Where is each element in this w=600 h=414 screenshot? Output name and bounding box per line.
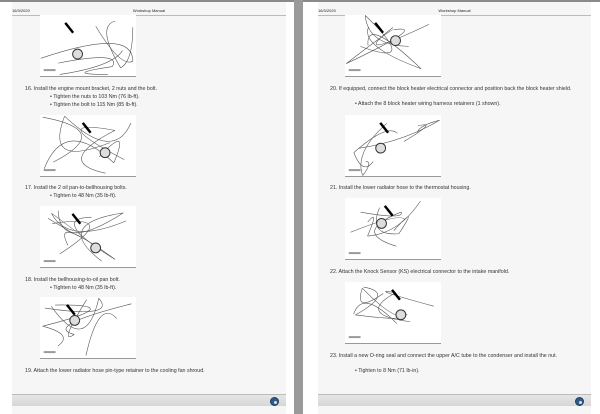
step-23: 23. Install a new O-ring seal and connect the upper A/C tube to the condenser and install the nut. bbox=[330, 353, 558, 359]
left-page bbox=[12, 2, 286, 414]
illustration-oil-pan bbox=[40, 206, 136, 268]
page-divider bbox=[294, 0, 303, 414]
step-18-bullet: • Tighten to 48 Nm (35 lb-ft). bbox=[50, 285, 116, 293]
line-drawing bbox=[345, 15, 441, 76]
step-21: 21. Install the lower radiator hose to the thermostat housing. bbox=[330, 185, 471, 191]
step-20-bullet: • Attach the 8 block heater wiring harness retainers (1 shown). bbox=[355, 101, 501, 109]
page-footer bbox=[12, 394, 286, 406]
step-20: 20. If equipped, connect the block heater electrical connector and position back the block heater shield. bbox=[330, 86, 572, 92]
illustration-hose-clamp bbox=[345, 15, 441, 77]
line-drawing bbox=[40, 15, 136, 76]
illustration-block-heater bbox=[345, 115, 441, 177]
illustration-radiator-hose bbox=[345, 198, 441, 260]
line-drawing bbox=[40, 115, 136, 176]
right-page bbox=[318, 2, 591, 414]
page-header-title: Workshop Manual bbox=[438, 8, 471, 13]
step-17-bullet: • Tighten to 48 Nm (35 lb-ft). bbox=[50, 193, 116, 201]
page-header-title: Workshop Manual bbox=[132, 8, 166, 13]
illustration-engine-mount bbox=[40, 15, 136, 77]
line-drawing bbox=[345, 198, 441, 259]
line-drawing bbox=[345, 282, 441, 343]
illustration-knock-sensor bbox=[345, 282, 441, 344]
step-16: 16. Install the engine mount bracket, 2 nuts and the bolt. bbox=[25, 86, 157, 92]
step-17: 17. Install the 2 oil pan-to-bellhousing bolts. bbox=[25, 185, 127, 191]
step-16-bullet: • Tighten the bolt to 115 Nm (85 lb-ft). bbox=[50, 102, 138, 110]
illustration-bracket bbox=[40, 115, 136, 177]
step-22: 22. Attach the Knock Sensor (KS) electrical connector to the intake manifold. bbox=[330, 269, 510, 275]
page-date: 16/3/2020 bbox=[12, 8, 30, 13]
nav-button[interactable] bbox=[575, 397, 584, 406]
step-19: 19. Attach the lower radiator hose pin-type retainer to the cooling fan shroud. bbox=[25, 368, 205, 374]
illustration-bellhousing bbox=[40, 297, 136, 359]
step-16-bullet: • Tighten the nuts to 103 Nm (76 lb-ft). bbox=[50, 94, 140, 102]
page-footer bbox=[318, 394, 591, 406]
line-drawing bbox=[40, 297, 136, 358]
step-18: 18. Install the bellhousing-to-oil pan bolt. bbox=[25, 277, 120, 283]
step-23-bullet: • Tighten to 8 Nm (71 lb-in). bbox=[355, 368, 420, 376]
page-date: 16/3/2020 bbox=[318, 8, 336, 13]
line-drawing bbox=[40, 206, 136, 267]
nav-button[interactable] bbox=[270, 397, 279, 406]
line-drawing bbox=[345, 115, 441, 176]
